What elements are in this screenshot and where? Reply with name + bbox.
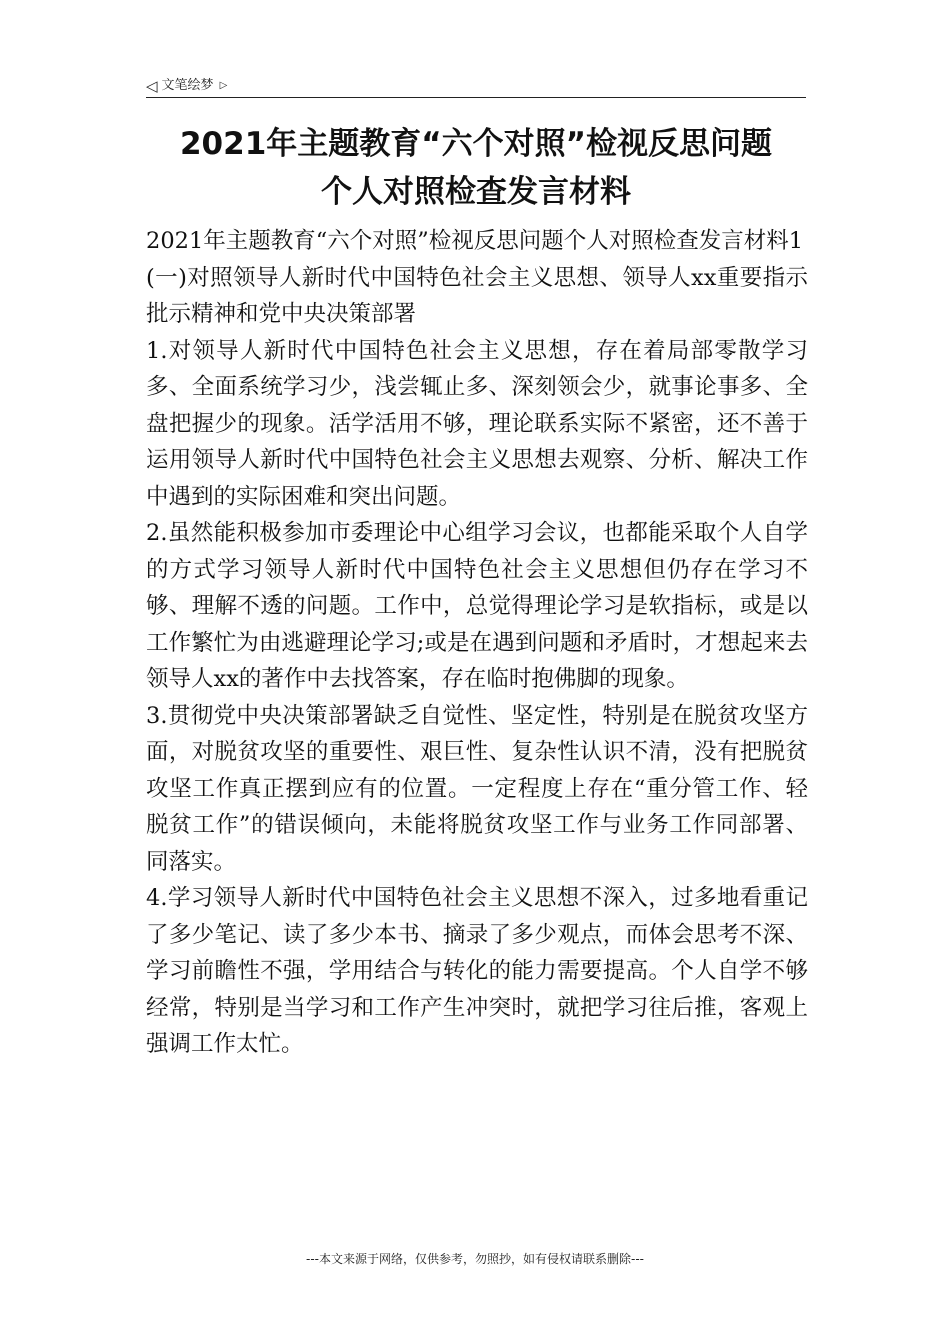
paragraph-item-2: 2.虽然能积极参加市委理论中心组学习会议，也都能采取个人自学的方式学习领导人新时代中国特色社会主义思想但仍存在学习不够、理解不透的问题。工作中，总觉得理论学习是软指标，或是以工作繁忙为由逃避理论学习;或是在遇到问题和矛盾时，才想起来去领导人xx的著作中去找答案，存在临时抱佛脚的现象。 [146, 520, 808, 692]
paragraph-item-3: 3.贯彻党中央决策部署缺乏自觉性、坚定性，特别是在脱贫攻坚方面，对脱贫攻坚的重要性、艰巨性、复杂性认识不清，没有把脱贫攻坚工作真正摆到应有的位置。一定程度上存在“重分管工作、轻脱贫工作”的错误倾向，未能将脱贫攻坚工作与业务工作同部署、同落实。 [146, 702, 808, 875]
header-brand: 文笔绘梦 [161, 78, 214, 93]
paragraph-item-4: 4.学习领导人新时代中国特色社会主义思想不深入，过多地看重记了多少笔记、读了多少本书、摘录了多少观点，而体会思考不深、学习前瞻性不强，学用结合与转化的能力需要提高。个人自学不够经常，特别是当学习和工作产生冲突时，就把学习往后推，客观上强调工作太忙。 [146, 885, 808, 1057]
header-divider [146, 97, 806, 98]
right-triangle-icon: ▷ [219, 80, 228, 91]
left-triangle-icon: ◁ [146, 77, 158, 95]
document-body [146, 223, 808, 1063]
document-header [146, 76, 806, 96]
title-line-2: 个人对照检查发言材料 [321, 174, 631, 210]
paragraph-subtitle: 2021年主题教育“六个对照”检视反思问题个人对照检查发言材料1 [146, 228, 804, 254]
paragraph-item-1: 1.对领导人新时代中国特色社会主义思想，存在着局部零散学习多、全面系统学习少，浅尝辄止多、深刻领会少，就事论事多、全盘把握少的现象。活学活用不够，理论联系实际不紧密，还不善于运用领导人新时代中国特色社会主义思想去观察、分析、解决工作中遇到的实际困难和突出问题。 [146, 337, 808, 510]
footer-notice: ---本文来源于网络，仅供参考，勿照抄，如有侵权请联系删除--- [306, 1252, 644, 1266]
document-title [146, 120, 806, 216]
paragraph-section-heading: (一)对照领导人新时代中国特色社会主义思想、领导人xx重要指示批示精神和党中央决策部署 [146, 264, 808, 327]
title-line-1: 2021年主题教育“六个对照”检视反思问题 [179, 126, 773, 162]
